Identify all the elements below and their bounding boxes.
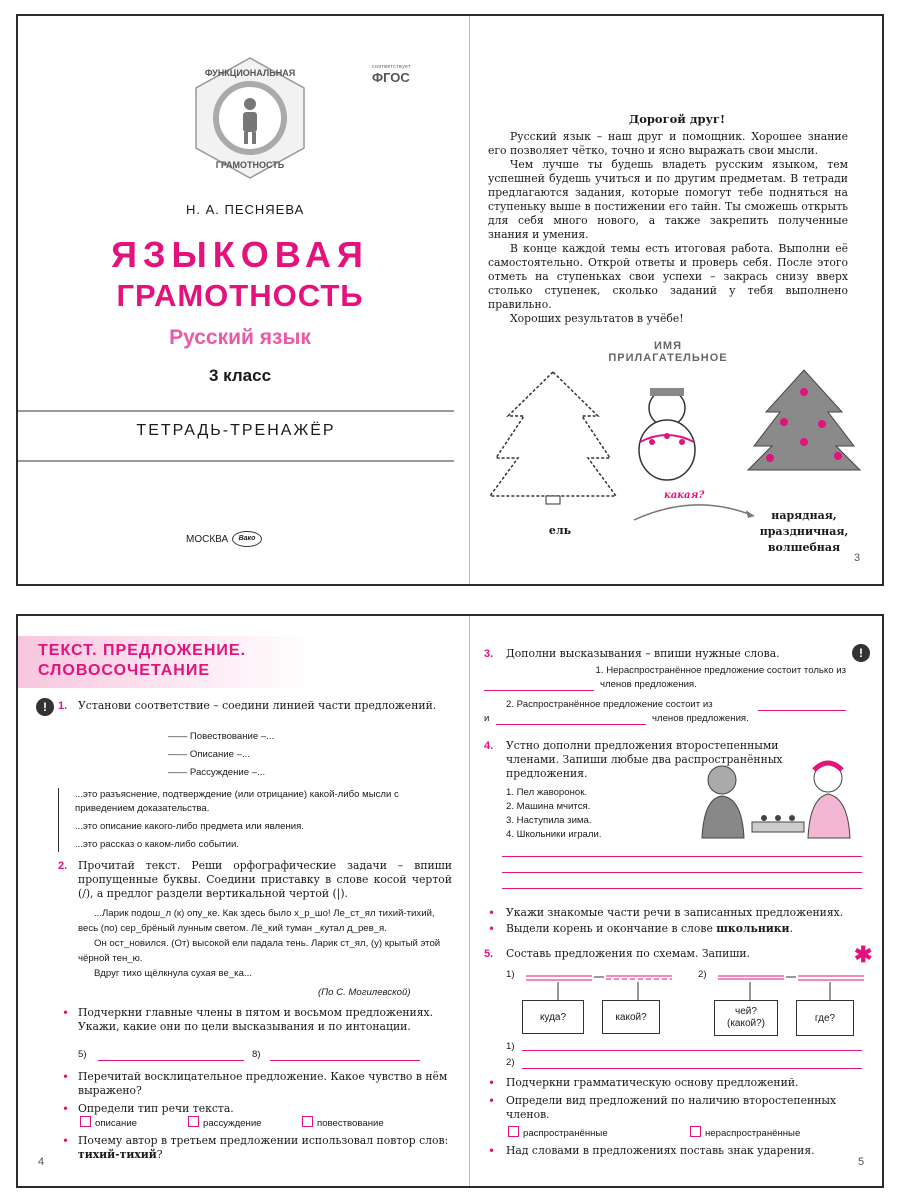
statement-2-and: и: [484, 713, 490, 724]
badge-top-text: ФУНКЦИОНАЛЬНАЯ: [204, 68, 296, 78]
task-2-text: Прочитай текст. Реши орфографические задачи – впиши пропущенные буквы. Соедини приставку в слове косой чертой (/), а предлог раздели вертикальной чертой (|).: [78, 859, 452, 900]
checkbox[interactable]: [302, 1116, 313, 1127]
story-paragraph: ...Ларик подош_л (к) опу_ке. Как здесь было х_р_шо! Ле_ст_ял тихий-тихий, весь (по) сер_брёный лунным светом. Лё_кий туман _кутал д_рев_я.: [78, 908, 435, 934]
section-title: [18, 636, 318, 688]
task-3-text: Дополни высказывания – впиши нужные слова.: [506, 647, 780, 660]
notebook-type: ТЕТРАДЬ-ТРЕНАЖЁР: [136, 422, 336, 439]
checkbox[interactable]: [188, 1116, 199, 1127]
bullet-icon: •: [62, 1134, 70, 1148]
option-label: повествование: [317, 1118, 384, 1129]
noun-caption: ель: [548, 524, 572, 537]
answer-line[interactable]: [270, 1060, 420, 1061]
asterisk-icon: ✱: [854, 942, 873, 968]
cover-spread: [16, 14, 884, 586]
intro-paragraph: Русский язык – наш друг и помощник. Хорошее знание его позволяет чётко, точно и ясно выражать свои мысли.: [488, 130, 848, 157]
important-icon: !: [36, 698, 54, 716]
plain-tree-icon: [488, 366, 618, 506]
scheme-1-diagram: [522, 966, 702, 1000]
story-paragraph: Он ост_новился. (От) высокой ели падала тень. Ларик ст_ял, (у) крытый этой чёрной тен_ю.: [78, 938, 441, 964]
bullet-icon: •: [488, 922, 496, 936]
task-4-text: Устно дополни предложения второстепенными членами. Запиши любые два распространённых предложения.: [506, 739, 783, 780]
scheme-box: куда?: [522, 1000, 584, 1034]
intro-heading: Дорогой друг!: [628, 112, 726, 126]
subtask-text-part: Выдели корень и окончание в слове: [506, 922, 717, 935]
scheme-label: 1): [506, 969, 515, 980]
statement-2-start: 2. Распространённое предложение состоит из: [506, 699, 713, 710]
checkbox[interactable]: [80, 1116, 91, 1127]
option-label: нераспространённые: [705, 1128, 801, 1139]
subtask-text: Определи вид предложений по наличию второстепенных членов.: [506, 1094, 837, 1121]
match-item-text: Повествование –...: [189, 731, 275, 742]
intro-text: [488, 130, 848, 326]
match-definition: ...это разъяснение, подтверждение (или отрицание) какой-либо мысли с приведением доказательства.: [75, 789, 399, 814]
matching-left-column: [168, 728, 274, 782]
checkbox[interactable]: [508, 1126, 519, 1137]
title-line-1: ЯЗЫКОВАЯ: [111, 234, 369, 275]
children-playing-chess-icon: [682, 758, 872, 840]
statement-2-end: членов предложения.: [652, 713, 749, 724]
task-number: 4.: [484, 740, 494, 752]
section-title-line: СЛОВОСОЧЕТАНИЕ: [38, 662, 210, 679]
task-number: 1.: [58, 700, 68, 712]
task-5-text: Составь предложения по схемам. Запиши.: [506, 947, 751, 960]
intro-paragraph: Чем лучше ты будешь владеть русским языком, тем успешней будешь учиться и по другим предметам. В тетради предлагаются задания, которые помогут тебе подняться на ступеньку выше в постижении его тайн. Ты сможешь открыть для себя много нового, а также закрепить полученные знания и умения.: [488, 158, 848, 241]
bullet-icon: •: [62, 1006, 70, 1020]
match-item-text: Описание –...: [189, 749, 250, 760]
intro-paragraph: В конце каждой темы есть итоговая работа. Выполни её самостоятельно. Открой ответы и проверь себя. После этого отметь на ступеньках свои успехи – закрась снизу вверх столько ступенек, сколько заданий у тебя выполнено правильно.: [488, 242, 848, 311]
match-item: —— Повествование –...: [168, 731, 275, 742]
subtitle: Русский язык: [169, 326, 311, 349]
exercises-spread: [16, 614, 884, 1188]
badge-bottom-text: ГРАМОТНОСТЬ: [215, 160, 285, 170]
bullet-icon: •: [62, 1070, 70, 1084]
match-definition: ...это описание какого-либо предмета или явления.: [75, 821, 304, 832]
fgos-text: ФГОС: [372, 70, 410, 85]
answer-label: 1): [506, 1041, 515, 1052]
subtask-text-part: .: [789, 922, 793, 935]
subtask-text: [78, 1134, 452, 1162]
subtask-text-part: ?: [156, 1148, 163, 1161]
divider-line: [18, 460, 454, 462]
bullet-icon: •: [62, 1102, 70, 1116]
page-number: 5: [858, 1156, 865, 1168]
decorated-tree-icon: [744, 366, 864, 476]
snowman-icon: [622, 384, 712, 484]
option-label: рассуждение: [203, 1118, 262, 1129]
subtask-text: Перечитай восклицательное предложение. Какое чувство в нём выражено?: [78, 1070, 448, 1097]
part-of-speech-label: [608, 340, 728, 364]
title-line-2: ГРАМОТНОСТЬ: [116, 278, 364, 313]
page-number: 3: [854, 552, 861, 564]
intro-paragraph: Хороших результатов в учёбе!: [510, 312, 684, 325]
match-item: —— Описание –...: [168, 749, 250, 760]
fgos-small-text: соответствует: [372, 64, 411, 70]
subtask-text: Укажи знакомые части речи в записанных предложениях.: [506, 906, 844, 919]
section-title-line: ТЕКСТ. ПРЕДЛОЖЕНИЕ.: [38, 642, 247, 659]
scheme-box: чей? (какой?): [714, 1000, 778, 1036]
match-item: —— Рассуждение –...: [168, 767, 266, 778]
question-label: какая?: [664, 490, 705, 501]
task-number: 5.: [484, 948, 494, 960]
statement-1-start: 1. Нераспространённое предложение состоит только из: [595, 665, 846, 676]
adjective: праздничная,: [759, 525, 849, 538]
match-definition: ...это рассказ о каком-либо событии.: [75, 839, 239, 850]
task-1-text: Установи соответствие – соедини линией части предложений.: [78, 699, 437, 712]
answer-line[interactable]: [98, 1060, 244, 1061]
match-item-text: Рассуждение –...: [189, 767, 266, 778]
answer-line[interactable]: [496, 724, 646, 725]
answer-line[interactable]: [758, 710, 846, 711]
option[interactable]: [302, 1116, 384, 1130]
label-line-2: ПРИЛАГАТЕЛЬНОЕ: [608, 352, 728, 364]
label-line-1: ИМЯ: [654, 340, 682, 352]
subtask-text: Подчеркни главные члены в пятом и восьмом предложениях. Укажи, какие они по цели высказывания и по интонации.: [78, 1006, 434, 1033]
option[interactable]: [80, 1116, 137, 1130]
option-label: распространённые: [523, 1128, 608, 1139]
bullet-icon: •: [488, 1094, 496, 1108]
option[interactable]: [508, 1126, 608, 1140]
option[interactable]: [188, 1116, 262, 1130]
highlighted-words: тихий-тихий: [78, 1148, 157, 1161]
matching-right-column: [58, 788, 452, 852]
adjectives-caption: [734, 508, 874, 556]
sentence-item: 4. Школьники играли.: [506, 829, 602, 840]
important-icon: !: [852, 644, 870, 662]
subtask-text: Над словами в предложениях поставь знак ударения.: [506, 1144, 815, 1157]
spine: [469, 616, 470, 1186]
page-number: 4: [38, 1156, 45, 1168]
answer-line[interactable]: [502, 856, 862, 857]
statement-1-end: членов предложения.: [600, 679, 697, 690]
sentence-list: [506, 786, 602, 842]
option[interactable]: [690, 1126, 800, 1140]
adjective: нарядная,: [771, 509, 837, 522]
answer-label: 2): [506, 1057, 515, 1068]
subtask-text: Определи тип речи текста.: [78, 1102, 234, 1115]
bullet-icon: •: [488, 1076, 496, 1090]
sentence-item: 1. Пел жаворонок.: [506, 787, 588, 798]
subtask-text: [506, 922, 866, 936]
scheme-2-diagram: [714, 966, 874, 1000]
subtask-text-part: Почему автор в третьем предложении использовал повтор слов:: [78, 1134, 449, 1147]
publisher-logo: Вако: [232, 531, 262, 547]
checkbox[interactable]: [690, 1126, 701, 1137]
task-number: 2.: [58, 860, 68, 872]
fgos-logo: [372, 64, 411, 85]
story-text: [78, 906, 452, 981]
scheme-label: 2): [698, 969, 707, 980]
answer-line[interactable]: [522, 1050, 862, 1051]
answer-line[interactable]: [502, 888, 862, 889]
adjective: волшебная: [767, 541, 841, 554]
story-source: (По С. Могилевской): [318, 987, 411, 998]
scheme-box: какой?: [602, 1000, 660, 1034]
city: МОСКВА: [186, 534, 229, 545]
answer-line[interactable]: [522, 1068, 862, 1069]
sentence-item: 2. Машина мчится.: [506, 801, 591, 812]
answer-label: 5): [78, 1049, 87, 1060]
answer-line[interactable]: [502, 872, 862, 873]
highlighted-words: школьники: [716, 922, 790, 935]
subtask-text: Подчеркни грамматическую основу предложений.: [506, 1076, 799, 1089]
answer-label: 8): [252, 1049, 261, 1060]
scheme-box: где?: [796, 1000, 854, 1036]
task-number: 3.: [484, 648, 494, 660]
story-paragraph: Вдруг тихо щёлкнула сухая ве_ка...: [94, 968, 252, 979]
spine: [469, 16, 470, 584]
author: Н. А. ПЕСНЯЕВА: [186, 202, 305, 217]
bullet-icon: •: [488, 1144, 496, 1158]
bullet-icon: •: [488, 906, 496, 920]
functional-literacy-badge: [188, 56, 312, 180]
option-label: описание: [95, 1118, 138, 1129]
grade: 3 класс: [208, 366, 272, 385]
sentence-item: 3. Наступила зима.: [506, 815, 592, 826]
divider-line: [18, 410, 454, 412]
answer-line[interactable]: [484, 690, 594, 691]
